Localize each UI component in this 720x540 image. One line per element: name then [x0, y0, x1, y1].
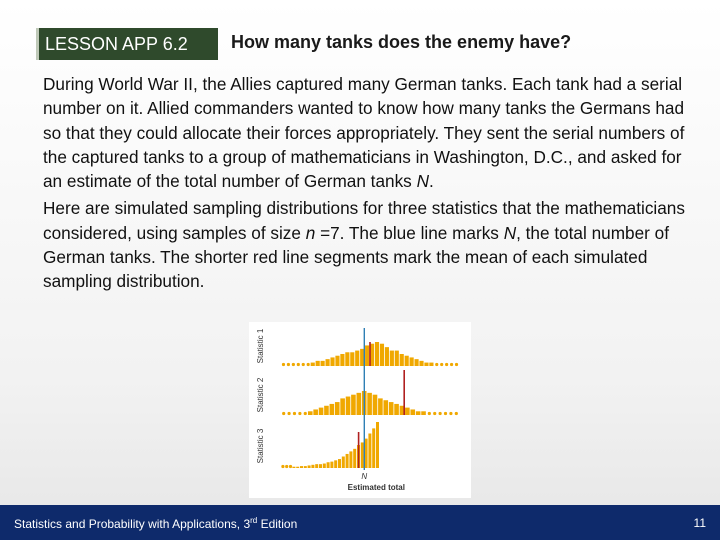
row-label-2: Statistic 2	[256, 377, 265, 413]
stat2-point-31	[449, 412, 452, 415]
stat2-bar-10	[335, 402, 340, 415]
stat2-point-28	[433, 412, 436, 415]
stat2-bar-6	[313, 409, 318, 415]
stat3-bar-14	[334, 460, 337, 468]
stat1-bar-26	[410, 357, 414, 366]
stat1-bar-12	[340, 354, 344, 366]
stat3-bar-10	[319, 464, 322, 468]
stat1-point-4	[302, 363, 305, 366]
stat2-bar-9	[330, 404, 335, 415]
stat2-point-29	[439, 412, 442, 415]
stat3-bar-19	[353, 449, 356, 468]
footer-book: Statistics and Probability with Applications, 3	[14, 517, 251, 531]
stat3-point-2	[289, 465, 292, 468]
lesson-title: How many tanks does the enemy have?	[231, 32, 572, 52]
x-axis-label: Estimated total	[347, 483, 405, 492]
paragraph-figure-description	[43, 196, 693, 293]
stat1-point-34	[450, 363, 453, 366]
stat1-bar-6	[311, 363, 315, 366]
intro-end: .	[428, 171, 434, 192]
stat2-bar-11	[340, 398, 345, 415]
desc-c: , the total number of German tanks. The shorter red line segments mark the mean of each simulated sampling distribution.	[43, 222, 669, 292]
body-text	[43, 72, 693, 294]
footer	[0, 505, 720, 540]
stat1-bar-8	[321, 361, 325, 366]
footer-edition: Edition	[257, 517, 298, 531]
stat3-point-0	[281, 465, 284, 468]
intro-text: During World War II, the Allies captured many German tanks. Each tank had a serial number on it. Allied commanders wanted to know how many tanks the Germans had so that they could allocate their forces appropriately. They sent the serial numbers of the captured tanks to a group of mathematicians in Washington, D.C., and asked for an estimate of the total number of German tanks	[43, 74, 685, 192]
stat2-bar-13	[351, 395, 356, 415]
stat3-bar-17	[346, 454, 349, 468]
stat1-point-35	[455, 363, 458, 366]
row-label-3: Statistic 3	[256, 428, 265, 464]
stat3-bar-6	[304, 466, 307, 468]
stat3-bar-18	[349, 451, 352, 468]
var-N: N	[416, 171, 429, 192]
stat2-bar-7	[319, 408, 324, 415]
stat1-point-31	[435, 363, 438, 366]
stat2-bar-21	[394, 404, 399, 415]
var-N-2: N	[503, 222, 517, 243]
stat3-bar-23	[368, 434, 371, 469]
stat1-bar-7	[316, 361, 320, 366]
stat2-bar-8	[324, 406, 329, 415]
stat1-bar-23	[395, 351, 399, 366]
stat2-bar-17	[373, 395, 378, 415]
stat1-bar-14	[350, 352, 354, 366]
stat2-point-3	[298, 412, 301, 415]
page-number: 11	[693, 516, 706, 530]
stat1-point-0	[282, 363, 285, 366]
stat2-bar-19	[383, 400, 388, 415]
stat2-bar-5	[308, 411, 313, 415]
stat3-bar-9	[315, 464, 318, 468]
desc-a: Here are simulated sampling distributions for three statistics that the mathematicians considered, using samples of size	[43, 198, 685, 243]
stat1-point-32	[440, 363, 443, 366]
stat1-bar-9	[326, 359, 330, 366]
stat1-bar-19	[375, 342, 379, 366]
stat3-bar-5	[300, 466, 303, 468]
true-value-label: N	[361, 472, 368, 481]
stat1-bar-29	[424, 363, 428, 366]
stat3-bar-8	[311, 465, 314, 468]
lesson-label: LESSON APP 6.2	[36, 28, 218, 60]
stat3-bar-13	[330, 462, 333, 468]
stat1-bar-22	[390, 351, 394, 366]
footer-sup: rd	[250, 516, 258, 525]
stat3-bar-15	[338, 459, 341, 468]
stat1-bar-17	[365, 345, 369, 366]
stat1-bar-27	[415, 359, 419, 366]
row-label-1: Statistic 1	[256, 328, 265, 364]
stat3-bar-16	[342, 457, 345, 469]
stat1-bar-30	[429, 363, 433, 366]
stat1-bar-25	[405, 356, 409, 366]
stat3-bar-3	[292, 467, 295, 468]
stat2-point-1	[287, 412, 290, 415]
stat1-bar-28	[419, 361, 423, 366]
var-n: n	[305, 222, 316, 243]
sampling-distributions-figure	[249, 322, 471, 498]
sampling-distributions-chart	[249, 322, 471, 498]
stat1-bar-11	[335, 356, 339, 366]
stat2-bar-18	[378, 398, 383, 415]
stat3-bar-12	[327, 462, 330, 468]
stat1-bar-24	[400, 354, 404, 366]
stat2-bar-16	[367, 393, 372, 415]
stat2-bar-24	[410, 409, 415, 415]
stat1-point-2	[292, 363, 295, 366]
stat1-bar-10	[330, 357, 334, 366]
stat2-point-0	[282, 412, 285, 415]
stat3-bar-24	[372, 428, 375, 468]
stat2-bar-23	[405, 408, 410, 415]
stat1-bar-13	[345, 352, 349, 366]
stat1-point-3	[297, 363, 300, 366]
stat3-bar-11	[323, 464, 326, 468]
stat2-point-4	[304, 412, 307, 415]
stat3-bar-4	[296, 467, 299, 468]
footer-book-title	[14, 516, 297, 531]
stat3-point-1	[285, 465, 288, 468]
stat2-bar-12	[346, 397, 351, 415]
stat2-bar-25	[416, 411, 421, 415]
stat3-bar-22	[365, 439, 368, 468]
stat3-bar-25	[376, 422, 379, 468]
stat1-point-5	[307, 363, 310, 366]
stat2-point-2	[293, 412, 296, 415]
stat1-point-1	[287, 363, 290, 366]
stat3-bar-7	[308, 465, 311, 468]
desc-b: =7. The blue line marks	[320, 222, 499, 243]
stat2-point-32	[455, 412, 458, 415]
stat1-point-33	[445, 363, 448, 366]
stat3-bar-21	[361, 442, 364, 468]
stat2-point-30	[444, 412, 447, 415]
stat2-point-27	[428, 412, 431, 415]
stat1-bar-20	[380, 344, 384, 366]
stat2-bar-26	[421, 411, 426, 415]
stat1-bar-15	[355, 351, 359, 366]
paragraph-intro	[43, 72, 693, 193]
stat2-bar-14	[357, 393, 362, 415]
stat1-bar-21	[385, 347, 389, 366]
stat2-bar-20	[389, 402, 394, 415]
